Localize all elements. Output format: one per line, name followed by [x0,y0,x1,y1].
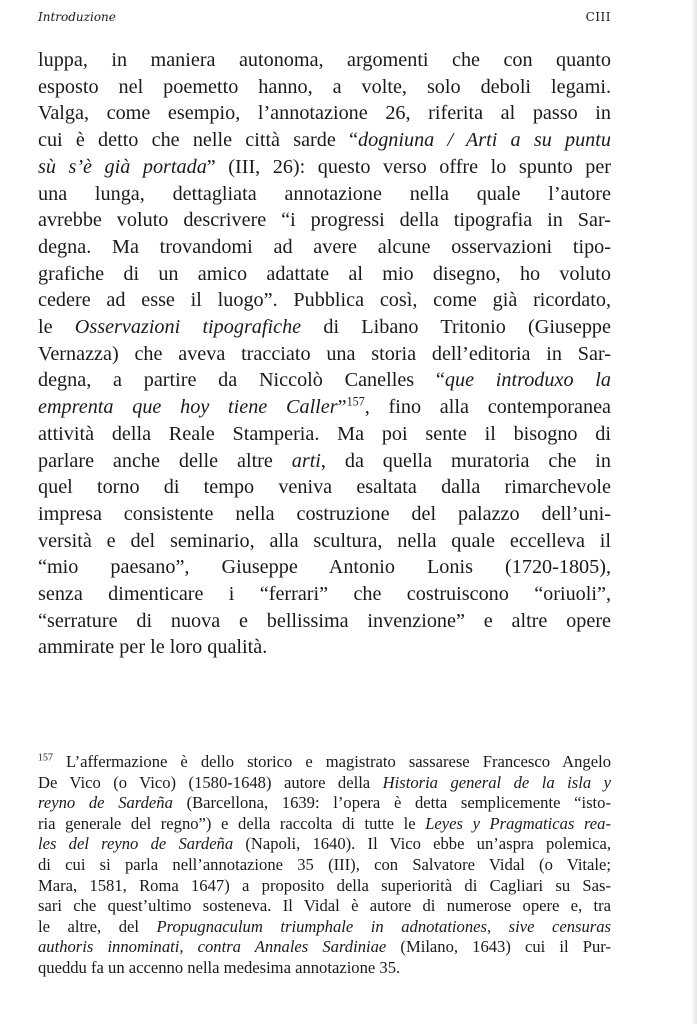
text-line [38,421,611,448]
text-line [38,634,611,661]
footnote-line [38,876,611,897]
text-line [38,261,611,288]
text-span: grafiche di un amico adattate al mio disegno, ho voluto [38,262,611,285]
text-span: ” [337,396,347,419]
text-span: (Milano, 1643) cui il Pur- [386,937,611,957]
text-span: le altre, del [38,916,157,936]
page-number: CIII [585,10,611,24]
text-line [38,181,611,208]
main-text [38,47,611,661]
footnote-line [38,793,611,814]
text-span: le [38,316,75,339]
text-span: impresa consistente nella costruzione del palazzo dell’uni- [38,502,611,525]
text-span: , da quella muratoria che in [320,449,611,472]
text-span: ammirate per le loro qualità. [38,636,268,659]
text-span: di Libano Tritonio (Giuseppe [301,316,611,339]
footnote-line [38,834,611,855]
page-edge-shadow [691,0,697,1024]
footnote-line [38,855,611,876]
footnote-line [38,814,611,835]
footnote-line [38,958,611,979]
footnote-ref: 157 [346,394,365,409]
italic-span: que introduxo la [444,369,611,392]
italic-span: Osservazioni tipografiche [74,316,302,339]
text-span: versità e del seminario, alla scultura, nella quale eccelleva il [38,529,611,552]
text-span: esposto nel poemetto hanno, a volte, solo deboli legami. [38,75,611,98]
text-span: cedere ad esse il luogo”. Pubblica così, come già ricordato, [38,289,611,312]
text-line [38,127,611,154]
text-line [38,367,611,394]
text-line [38,474,611,501]
text-span: ria generale del regno”) e della raccolta di tutte le [38,813,426,833]
text-line [38,74,611,101]
italic-span: reyno de Sardeña [38,793,173,813]
italic-span: sù s’è già portada [38,155,207,178]
text-line [38,234,611,261]
text-span: quel torno di tempo veniva esaltata dalla rimarchevole [38,476,611,499]
footnote-line [38,917,611,938]
text-span: luppa, in maniera autonoma, argomenti che con quanto [38,49,611,71]
text-span: di cui si parla nell’annotazione 35 (III), con Salvatore Vidal (o Vitale; [38,854,611,874]
text-span: senza dimenticare i “ferrari” che costruiscono “oriuoli”, [38,583,611,606]
text-line [38,394,611,421]
text-span: “mio paesano”, Giuseppe Antonio Lonis (1720-1805), [38,556,611,579]
text-line [38,287,611,314]
text-line [38,608,611,635]
text-span: “serrature di nuova e bellissima invenzione” e altre opere [38,609,611,632]
text-line [38,154,611,181]
text-span: , fino alla contemporanea [364,396,611,419]
text-span: De Vico (o Vico) (1580-1648) autore della [38,772,383,792]
text-span: queddu fa un accenno nella medesima annotazione 35. [38,957,401,977]
text-span: attività della Reale Stamperia. Ma poi sente il bisogno di [38,422,611,445]
text-span: (Napoli, 1640). Il Vico ebbe un’aspra polemica, [233,834,611,854]
footnote-ref: 157 [38,752,53,764]
italic-span: les del reyno de Sardeña [38,834,234,854]
text-span: (Barcellona, 1639: l’opera è detta semplicemente “isto- [172,793,611,813]
text-line [38,207,611,234]
text-line [38,501,611,528]
text-line [38,47,611,74]
text-span: L’affermazione è dello storico e magistrato sassarese Francesco Angelo [52,752,611,771]
text-span: una lunga, dettagliata annotazione nella quale l’autore [38,182,611,205]
italic-span: dogniuna / Arti a su puntu [358,129,611,152]
text-line [38,554,611,581]
running-head [38,10,611,28]
italic-span: emprenta que hoy tiene Caller [38,396,338,419]
footnote-line [38,773,611,794]
footnote [38,752,611,979]
text-line [38,341,611,368]
text-line [38,100,611,127]
italic-span: Leyes y Pragmaticas rea- [425,813,611,833]
text-span: parlare anche delle altre [38,449,292,472]
text-span: ” (III, 26): questo verso offre lo spunto per [206,155,612,178]
text-span: Vernazza) che aveva tracciato una storia dell’editoria in Sar- [38,342,611,365]
text-span: Mara, 1581, Roma 1647) a proposito della superiorità di Cagliari su Sas- [38,875,611,895]
text-line [38,528,611,555]
italic-span: arti [291,449,321,472]
footnote-line [38,896,611,917]
running-head-title: Introduzione [38,10,116,24]
text-line [38,448,611,475]
text-span: sari che quest’ultimo sosteneva. Il Vidal è autore di numerose opere e, tra [38,896,611,916]
text-span: degna. Ma trovandomi ad avere alcune osservazioni tipo- [38,235,611,258]
footnote-line [38,937,611,958]
text-span: cui è detto che nelle città sarde “ [38,129,358,152]
text-line [38,314,611,341]
text-line [38,581,611,608]
italic-span: authoris innominati, contra Annales Sardiniae [38,937,387,957]
italic-span: Historia general de la isla y [382,772,611,792]
text-span: avrebbe voluto descrivere “i progressi della tipografia in Sar- [38,209,611,232]
text-span: degna, a partire da Niccolò Canelles “ [38,369,445,392]
text-span: Valga, come esempio, l’annotazione 26, riferita al passo in [38,102,611,125]
italic-span: Propugnaculum triumphale in adnotationes, sive censuras [156,916,611,936]
footnote-line [38,752,611,773]
